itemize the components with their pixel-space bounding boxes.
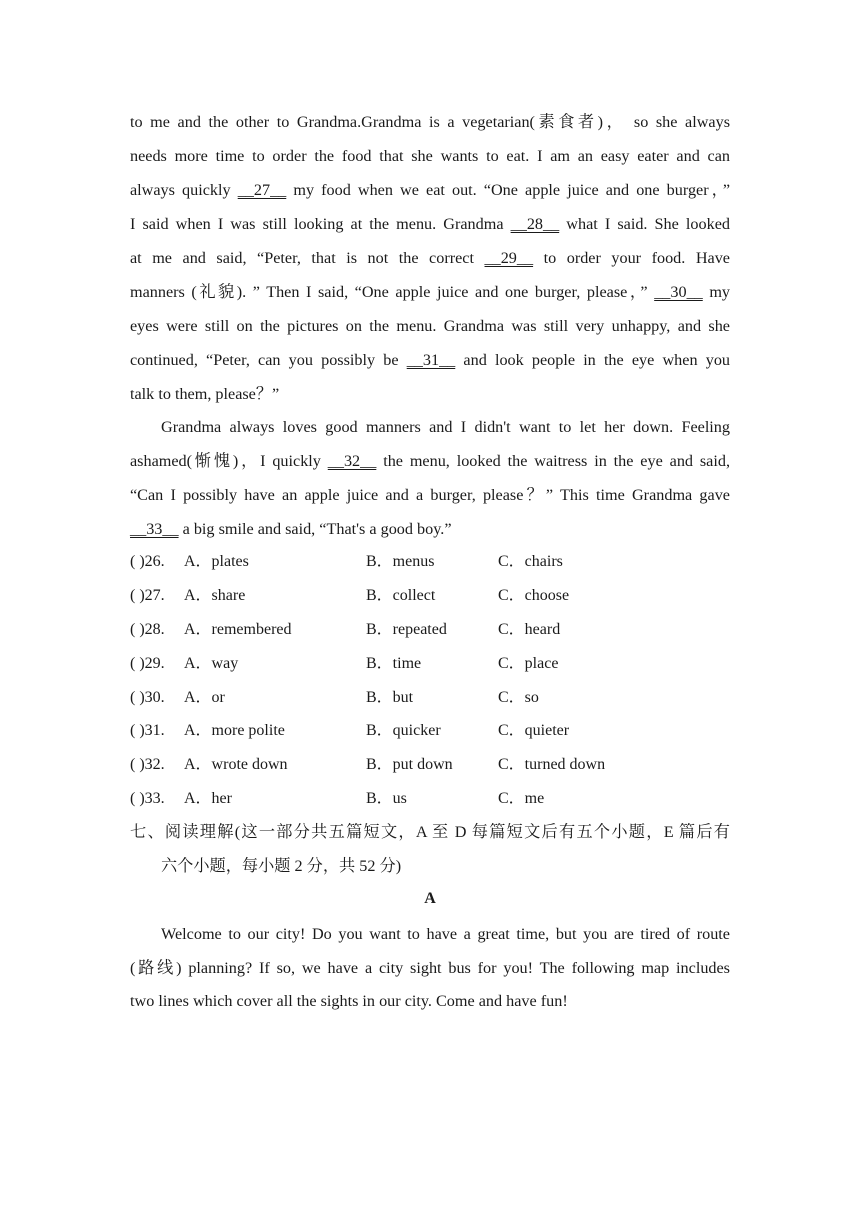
passage-text: my (702, 283, 731, 301)
passage-line (130, 485, 730, 505)
intro-line (130, 991, 730, 1011)
option-a: A．share (184, 587, 246, 604)
passage-line (130, 282, 730, 302)
passage-text: ashamed(惭愧)，I quickly (130, 452, 328, 470)
passage-line (130, 214, 730, 234)
passage-text: eyes were still on the pictures on the menu. Grandma was still very unhappy, and she (130, 317, 730, 335)
intro-text: two lines which cover all the sights in our city. Come and have fun! (130, 992, 568, 1010)
option-c: C．so (498, 689, 539, 706)
passage-text: the menu, looked the waitress in the eye and said, (376, 452, 730, 470)
option-c: C．chairs (498, 553, 563, 570)
question-number: ( )27. (130, 587, 165, 604)
blank-32: __32__ (327, 452, 377, 470)
option-b: B．repeated (366, 621, 447, 638)
blank-28: __28__ (510, 215, 560, 233)
option-b: B．quicker (366, 722, 441, 739)
passage-line (130, 451, 730, 471)
option-c: C．choose (498, 587, 570, 604)
blank-29: __29__ (484, 249, 534, 267)
intro-text: (路线) planning? If so, we have a city sight bus for you! The following map includes (130, 959, 730, 977)
passage-text: a big smile and said, “That's a good boy.” (178, 520, 452, 538)
passage-line (130, 350, 730, 370)
passage-text: Grandma always loves good manners and I didn't want to let her down. Feeling (161, 418, 730, 436)
option-a: A．plates (184, 553, 249, 570)
section-title (130, 822, 730, 842)
option-a: A．her (184, 790, 232, 807)
passage-text: “Can I possibly have an apple juice and a burger, please？” This time Grandma gave (130, 486, 730, 504)
passage-line (130, 248, 730, 268)
intro-line (130, 924, 730, 944)
passage-text: continued, “Peter, can you possibly be (130, 351, 407, 369)
passage-line (130, 112, 730, 132)
option-b: B．us (366, 790, 407, 807)
passage-text: to order your food. Have (533, 249, 730, 267)
option-a: A．or (184, 689, 225, 706)
question-number: ( )29. (130, 655, 165, 672)
option-b: B．menus (366, 553, 435, 570)
option-a: A．remembered (184, 621, 292, 638)
question-number: ( )32. (130, 756, 165, 773)
passage-text: at me and said, “Peter, that is not the correct (130, 249, 485, 267)
passage-line (130, 180, 730, 200)
passage-line (130, 316, 730, 336)
option-b: B．put down (366, 756, 453, 773)
option-c: C．quieter (498, 722, 570, 739)
passage-text: manners (礼貌). ” Then I said, “One apple juice and one burger, please，” (130, 283, 655, 301)
option-a: A．way (184, 655, 239, 672)
option-a: A．wrote down (184, 756, 288, 773)
question-number: ( )30. (130, 689, 165, 706)
option-b: B．but (366, 689, 414, 706)
option-a: A．more polite (184, 722, 285, 739)
passage-text: and look people in the eye when you (455, 351, 731, 369)
question-number: ( )26. (130, 553, 165, 570)
passage-text: to me and the other to Grandma.Grandma is a vegetarian(素食者)， so she always (130, 113, 730, 131)
question-number: ( )33. (130, 790, 165, 807)
passage-text: always quickly (130, 181, 238, 199)
section-title-text: 六个小题，每小题 2 分，共 52 分) (161, 857, 402, 875)
passage-text: my food when we eat out. “One apple juice and one burger，” (286, 181, 731, 199)
passage-line (130, 146, 730, 166)
intro-text: Welcome to our city! Do you want to have a great time, but you are tired of route (161, 925, 730, 943)
passage-text: needs more time to order the food that she wants to eat. I am an easy eater and can (130, 147, 730, 165)
option-c: C．me (498, 790, 545, 807)
blank-30: __30__ (654, 283, 703, 301)
intro-line (130, 958, 730, 978)
passage-line (130, 417, 730, 437)
passage-text: talk to them, please？” (130, 385, 280, 403)
blank-31: __31__ (406, 351, 456, 369)
option-b: B．time (366, 655, 422, 672)
option-c: C．place (498, 655, 559, 672)
passage-heading: A (424, 890, 436, 907)
passage-line (130, 519, 730, 539)
option-b: B．collect (366, 587, 436, 604)
blank-27: __27__ (237, 181, 287, 199)
question-number: ( )28. (130, 621, 165, 638)
section-title-cont (161, 856, 730, 876)
question-number: ( )31. (130, 722, 165, 739)
option-c: C．heard (498, 621, 561, 638)
passage-line (130, 384, 730, 404)
option-c: C．turned down (498, 756, 606, 773)
passage-text: I said when I was still looking at the menu. Grandma (130, 215, 511, 233)
blank-33: __33__ (130, 520, 179, 538)
section-title-text: 七、阅读理解(这一部分共五篇短文，A 至 D 每篇短文后有五个小题，E 篇后有 (130, 823, 730, 841)
passage-text: what I said. She looked (559, 215, 730, 233)
